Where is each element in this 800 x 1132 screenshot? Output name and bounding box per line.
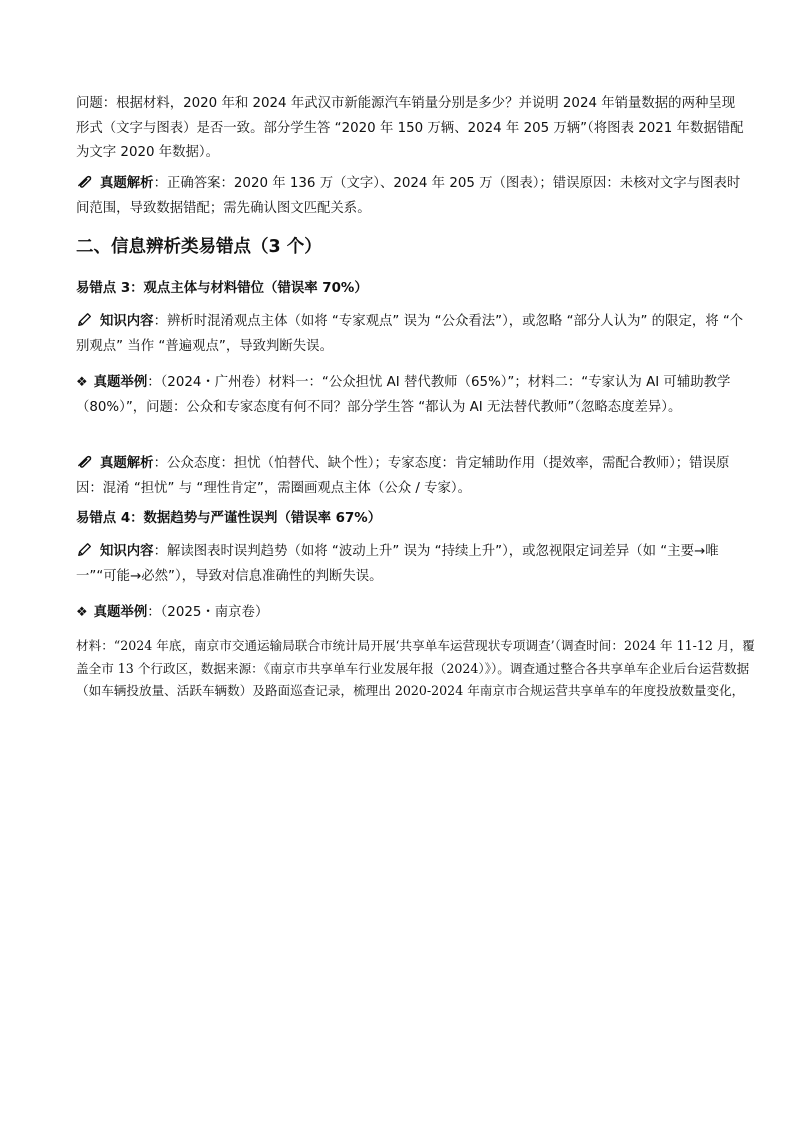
example-label: 真题举例 [93,375,148,390]
example-text: ：（2025・南京卷） [147,605,269,620]
material-paragraph [76,635,756,703]
diamond-bullet-icon: ❖ [76,605,88,620]
example-text: ：（2024・广州卷）材料一：“公众担忧 AI 替代教师（65%）”；材料二：“专家认为 AI 可辅助教学（80%）”，问题：公众和专家态度有何不同？部分学生答 “都认为 AI 无法替代教师”（忽略态度差异）。 [76,375,731,415]
pencil-icon [76,542,94,558]
pencil-icon [76,312,94,328]
analysis-paragraph-1 [76,172,746,221]
knowledge-label: 知识内容 [100,314,154,329]
point-4-example [76,601,746,626]
analysis-label: 真题解析 [100,456,154,471]
analysis-label: 真题解析 [100,176,154,191]
point-3-title: 易错点 3：观点主体与材料错位（错误率 70%） [76,281,368,296]
diamond-bullet-icon: ❖ [76,375,88,390]
point-3-analysis [76,452,746,501]
paperclip-icon [76,454,94,470]
point-3-knowledge [76,310,746,359]
point-3-example [76,371,746,420]
analysis-text: ：正确答案：2020 年 136 万（文字）、2024 年 205 万（图表）；错误原因：未核对文字与图表时间范围，导致数据错配；需先确认图文匹配关系。 [76,176,741,216]
section-heading: 二、信息辨析类易错点（3 个） [76,237,322,257]
material-text: 材料：“2024 年底，南京市交通运输局联合市统计局开展‘共享单车运营现状专项调查’（调查时间：2024 年 11-12 月，覆盖全市 13 个行政区，数据来源：《南京市共享单车行业发展年报（2024）》）。调查通过整合各共享单车企业后台运营数据（如车辆投放量、活跃车辆数）及路面巡查记录，梳理出 2020-2024 年南京市合规运营共享单车的年度投放数量变化， [76,638,755,698]
paperclip-icon [76,174,94,190]
knowledge-text: ：辨析时混淆观点主体（如将 “专家观点” 误为 “公众看法”），或忽略 “部分人认为” 的限定，将 “个别观点” 当作 “普遍观点”，导致判断失误。 [76,314,744,354]
knowledge-text: ：解读图表时误判趋势（如将 “波动上升” 误为 “持续上升”），或忽视限定词差异（如 “主要→唯一”“可能→必然”），导致对信息准确性的判断失误。 [76,544,719,584]
knowledge-label: 知识内容 [100,544,154,559]
question-text: 问题：根据材料，2020 年和 2024 年武汉市新能源汽车销量分别是多少？并说明 2024 年销量数据的两种呈现形式（文字与图表）是否一致。部分学生答 “2020 年 150 万辆、2024 年 205 万辆”（将图表 2021 年数据错配为文字 2020 年数据）。 [76,96,744,160]
point-4-knowledge [76,540,746,589]
question-paragraph [76,92,746,166]
point-4-title: 易错点 4：数据趋势与严谨性误判（错误率 67%） [76,511,382,526]
example-label: 真题举例 [93,605,148,620]
analysis-text: ：公众态度：担忧（怕替代、缺个性）；专家态度：肯定辅助作用（提效率，需配合教师）；错误原因：混淆 “担忧” 与 “理性肯定”，需圈画观点主体（公众 / 专家）。 [76,456,730,496]
